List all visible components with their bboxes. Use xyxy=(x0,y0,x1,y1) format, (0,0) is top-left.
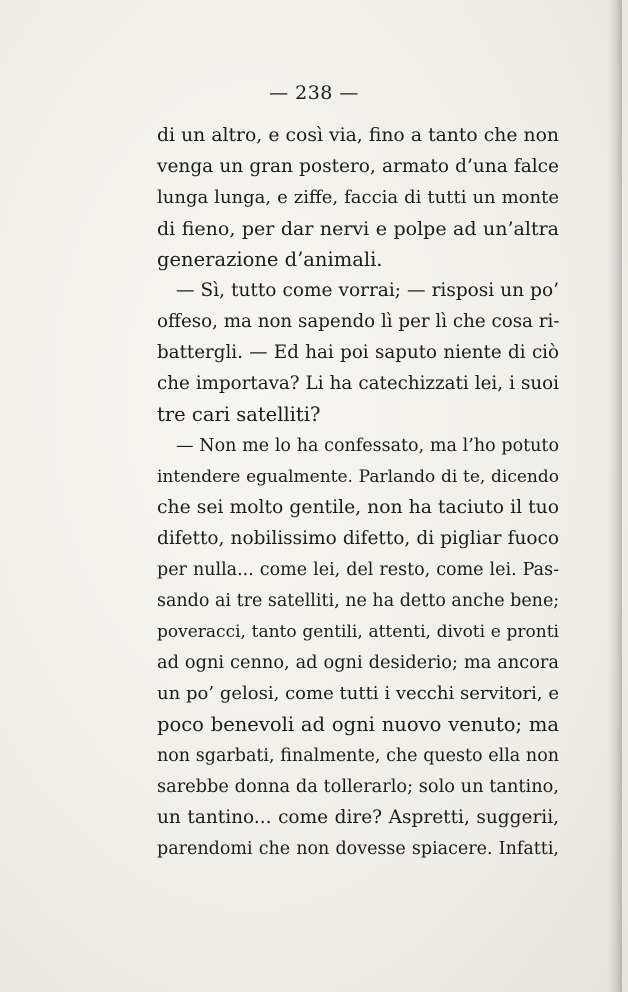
text-line: lunga lunga, e ziffe, faccia di tutti un monte xyxy=(157,187,559,208)
page-edge-shadow xyxy=(608,0,622,992)
text-line: offeso, ma non sapendo lì per lì che cosa ri- xyxy=(157,311,560,332)
text-line: battergli. — Ed hai poi saputo niente di ciò xyxy=(157,342,559,363)
text-line: — Non me lo ha confessato, ma l’ho potuto xyxy=(176,436,559,456)
text-line: di fieno, per dar nervi e polpe ad un’altra xyxy=(157,218,559,240)
text-line: che sei molto gentile, non ha taciuto il tuo xyxy=(157,497,559,518)
text-line: — Sì, tutto come vorrai; — risposi un po’ xyxy=(176,280,559,301)
text-line: parendomi che non dovesse spiacere. Infatti, xyxy=(157,839,559,859)
text-line: per nulla... come lei, del resto, come lei. Pas- xyxy=(157,560,559,580)
text-line: non sgarbati, finalmente, che questo ella non xyxy=(157,746,559,766)
text-line: sarebbe donna da tollerarlo; solo un tantino, xyxy=(157,777,559,797)
text-line: un tantino... come dire? Aspretti, suggerii, xyxy=(157,807,559,828)
page-number: — 238 — xyxy=(269,82,359,104)
text-line: che importava? Li ha catechizzati lei, i suoi xyxy=(157,373,559,394)
text-line: poco benevoli ad ogni nuovo venuto; ma xyxy=(157,713,559,736)
text-line: venga un gran postero, armato d’una falce xyxy=(157,156,559,177)
text-line: poveracci, tanto gentili, attenti, divoti e pronti xyxy=(157,622,559,642)
text-line: tre cari satelliti? xyxy=(157,403,321,426)
text-line: sando ai tre satelliti, ne ha detto anche bene; xyxy=(157,591,560,611)
text-line: di un altro, e così via, fino a tanto che non xyxy=(157,125,559,146)
text-line: generazione d’animali. xyxy=(157,248,383,271)
text-line: un po’ gelosi, come tutti i vecchi servitori, e xyxy=(157,683,559,704)
text-line: ad ogni cenno, ad ogni desiderio; ma ancora xyxy=(157,653,559,673)
text-line: intendere egualmente. Parlando di te, dicendo xyxy=(157,467,559,487)
text-line: difetto, nobilissimo difetto, di pigliar fuoco xyxy=(157,528,559,549)
